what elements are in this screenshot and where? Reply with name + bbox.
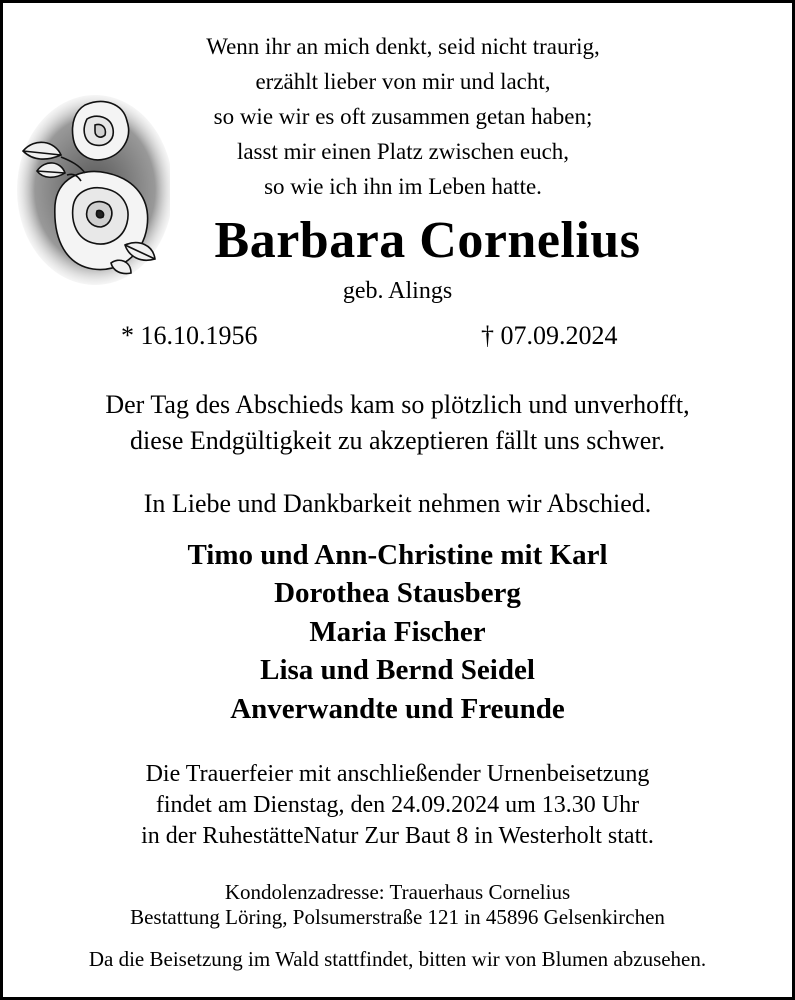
ceremony-line: Die Trauerfeier mit anschließender Urnenbeisetzung bbox=[145, 761, 650, 787]
message-line-2: diese Endgültigkeit zu akzeptieren fällt uns schwer. bbox=[130, 426, 665, 455]
deceased-name: Barbara Cornelius bbox=[214, 212, 641, 269]
birth-date: * 16.10.1956 bbox=[121, 321, 258, 350]
poem-line: so wie ich ihn im Leben hatte. bbox=[264, 174, 542, 199]
mourner-name: Dorothea Stausberg bbox=[274, 577, 521, 609]
mourner-name: Lisa und Bernd Seidel bbox=[260, 654, 535, 686]
poem-line: Wenn ihr an mich denkt, seid nicht traurig, bbox=[206, 34, 600, 59]
condolence-line: Bestattung Löring, Polsumerstraße 121 in 45896 Gelsenkirchen bbox=[130, 905, 665, 929]
condolence-line: Kondolenzadresse: Trauerhaus Cornelius bbox=[224, 880, 571, 904]
mourner-name: Timo und Ann-Christine mit Karl bbox=[187, 539, 608, 571]
poem-line: erzählt lieber von mir und lacht, bbox=[255, 69, 551, 94]
poem-line: so wie wir es oft zusammen getan haben; bbox=[213, 104, 593, 129]
ceremony-line: findet am Dienstag, den 24.09.2024 um 13.30 Uhr bbox=[155, 792, 640, 818]
ceremony-line: in der RuhestätteNatur Zur Baut 8 in Westerholt statt. bbox=[141, 823, 654, 849]
maiden-name: geb. Alings bbox=[342, 278, 453, 304]
poem bbox=[143, 29, 663, 204]
poem-line: lasst mir einen Platz zwischen euch, bbox=[236, 139, 570, 164]
mourner-name: Maria Fischer bbox=[309, 616, 486, 648]
mourner-name: Anverwandte und Freunde bbox=[230, 693, 565, 725]
flower-note: Da die Beisetzung im Wald stattfindet, bitten wir von Blumen abzusehen. bbox=[88, 947, 707, 971]
farewell-line: In Liebe und Dankbarkeit nehmen wir Abschied. bbox=[143, 489, 652, 518]
message-line-1: Der Tag des Abschieds kam so plötzlich und unverhofft, bbox=[105, 390, 690, 419]
death-date: † 07.09.2024 bbox=[481, 321, 618, 350]
